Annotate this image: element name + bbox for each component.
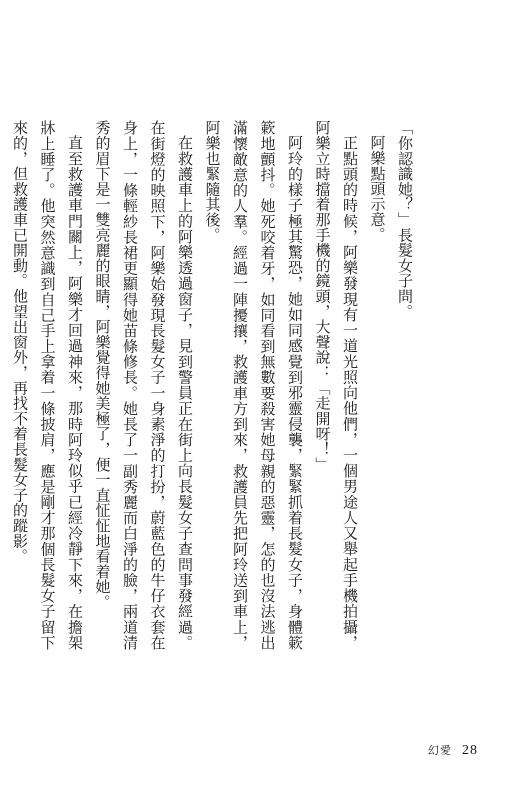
paragraph: 正點頭的時候，阿樂發現有一道光照向他們，一個男途人又舉起手機拍攝，阿樂立時擋着那手機的鏡頭，大聲說：「走開呀！」 xyxy=(313,120,359,650)
page-number: 28 xyxy=(462,743,478,758)
paragraph: 阿玲的樣子極其驚恐，她如同感覺到邪靈侵襲，緊緊抓着長髮女子，身體簌簌地顫抖。她死咬着牙，如同看到無數要殺害她母親的惡靈，怎的也沒法逃出滿懷敵意的人羣。經過一陣擾攘，救護車方到來，救護員先把阿玲送到車上，阿樂也緊隨其後。 xyxy=(203,120,304,650)
body-text xyxy=(6,120,419,650)
paragraph: 直至救護車門關上，阿樂才回過神來，那時阿玲似乎已經冷靜下來，在擔架牀上睡了。他突然意識到自己手上拿着一條披肩，應是剛才那個長髮女子留下來的，但救護車已開動。他望出窗外，再找不着長髮女子的蹤影。 xyxy=(11,120,84,650)
page-footer xyxy=(428,742,478,759)
running-title: 幻愛 xyxy=(428,744,452,757)
paragraph: 阿樂點頭示意。 xyxy=(368,135,387,243)
paragraph: 在救護車上的阿樂透過窗子，見到警員正在街上向長髮女子查問事發經過。在街燈的映照下，阿樂始發現長髮女子一身素淨的打扮，蔚藍色的牛仔衣套在身上，一條輕紗長裙更顯得她苗條修長。她長了一副秀麗而白淨的臉，兩道清秀的眉下是一雙亮麗的眼睛，阿樂覺得她美極了，便一直怔怔地看着她。 xyxy=(93,120,194,650)
paragraph: 「你認識她？」長髮女子問。 xyxy=(396,120,414,319)
